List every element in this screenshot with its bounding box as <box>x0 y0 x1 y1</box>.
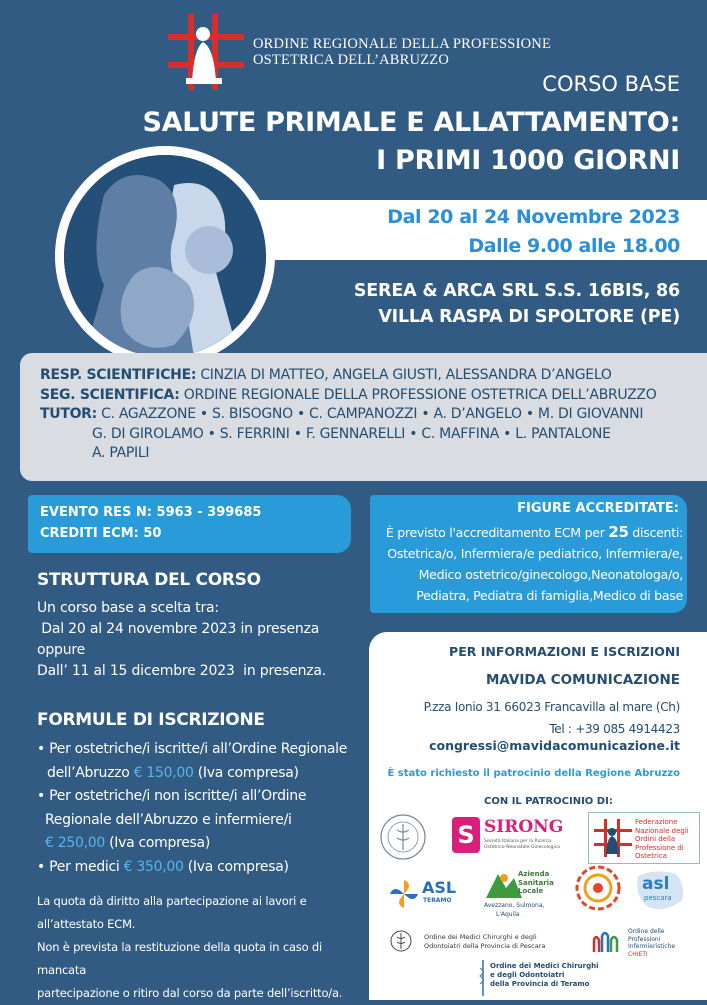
opi-line2: Professioni <box>628 935 661 943</box>
contact-details <box>424 696 680 740</box>
org-name-line2: OSTETRICA DELL’ABRUZZO <box>253 52 449 68</box>
fnopo-line3: Ordini della <box>635 835 676 843</box>
formula-item1-text: dell’Abruzzo <box>47 764 134 781</box>
asl-avezzano-logo <box>482 866 554 922</box>
omceo-pescara-line1: Ordine dei Medici Chirurghi e degli <box>424 933 537 941</box>
formula-item2-b: Regionale dell’Abruzzo e infermiere/i <box>45 811 292 828</box>
tutor-line2: G. DI GIROLAMO • S. FERRINI • F. GENNARELLI • C. MAFFINA • L. PANTALONE <box>92 425 611 442</box>
notes <box>37 890 357 1005</box>
formula-item2-vat: (Iva compresa) <box>104 835 210 851</box>
regional-network-logo <box>574 864 622 912</box>
mother-child-silhouette-icon <box>64 155 266 357</box>
asl-avezzano-line4: Avezzano, Sulmona, <box>484 902 545 909</box>
figure-line3: Medico ostetrico/ginecologo,Neonatologa/o, <box>418 567 683 582</box>
figure-line2: Ostetrica/o, Infermiera/e pediatrico, Infermiera/e, <box>387 546 683 561</box>
formule-heading: FORMULE DI ISCRIZIONE <box>37 710 265 730</box>
asl-teramo-sub: TERAMO <box>423 897 452 904</box>
fnopo-logo <box>588 812 700 864</box>
fnopo-emblem-icon <box>593 818 633 858</box>
org-name-line1: ORDINE REGIONALE DELLA PROFESSIONE <box>253 36 552 52</box>
order-emblem-icon <box>166 12 246 92</box>
opi-line3: Infermieristiche <box>628 943 676 950</box>
formula-item3-price: € 350,00 <box>123 858 184 875</box>
patrocinio-heading: CON IL PATROCINIO DI: <box>484 796 613 807</box>
evento-res: EVENTO RES N: 5963 - 399685 <box>40 505 262 520</box>
staff-list <box>40 366 700 464</box>
fnopo-line5: Ostetrica <box>635 852 667 860</box>
date-line: Dal 20 al 24 Novembre 2023 <box>387 206 680 228</box>
sirong-icon: S <box>452 817 480 853</box>
struttura-line1: Un corso base a scelta tra: <box>37 600 219 616</box>
asl-avezzano-line3: Locale <box>518 887 544 895</box>
asl-pescara-sub: pescara <box>644 894 672 902</box>
omceo-teramo-text <box>490 962 599 989</box>
opi-hands-icon <box>590 930 624 954</box>
figure-line4: Pediatra, Pediatra di famiglia,Medico di base <box>416 588 683 603</box>
resp-label: RESP. SCIENTIFICHE: <box>40 367 197 383</box>
fnopo-line4: Professione di <box>635 843 684 852</box>
omceo-teramo-line3: della Provincia di Teramo <box>490 980 590 988</box>
opi-line4: CHIETI <box>628 950 648 958</box>
patrocinio-request: È stato richiesto il patrocinio della Regione Abruzzo <box>387 768 680 779</box>
tutor-label: TUTOR: <box>40 406 97 422</box>
figure-line1-post: discenti: <box>628 525 683 540</box>
address: P.zza Ionio 31 66023 Francavilla al mare (Ch) <box>423 700 680 714</box>
struttura-text <box>37 598 326 682</box>
formula-item3-text: • Per medici <box>37 858 124 875</box>
org-name <box>253 36 551 68</box>
formula-item2-price: € 250,00 <box>45 835 105 851</box>
fnopo-line2: Nazionale degli <box>635 826 689 835</box>
fnopo-text <box>635 818 689 861</box>
ministero-seal-icon <box>378 812 428 862</box>
asl-pescara-name: asl <box>642 874 670 894</box>
notes-line3: Non è prevista la restituzione della quota in caso di mancata <box>37 940 322 977</box>
time-line: Dalle 9.00 alle 18.00 <box>468 235 680 257</box>
resp-row <box>40 366 700 386</box>
order-logo <box>166 12 246 92</box>
notes-line4: partecipazione o ritiro dal corso da parte dell’iscritto/a. <box>37 986 343 1000</box>
asl-avezzano-line2: Sanitaria <box>518 878 554 887</box>
ministero-logo <box>378 812 428 862</box>
omceo-pescara-logo <box>390 928 570 958</box>
omceo-teramo-line2: e degli Odontoiatri <box>490 971 565 979</box>
sirong-logo <box>452 815 572 859</box>
figure-text <box>375 522 683 606</box>
omceo-teramo-staff-icon <box>478 960 488 996</box>
formula-item2-c <box>37 832 347 856</box>
venue-line1: SEREA & ARCA SRL S.S. 16BIS, 86 <box>353 281 680 301</box>
asl-teramo-icon <box>388 878 420 910</box>
struttura-line4: Dall’ 11 al 15 dicembre 2023 in presenza. <box>37 663 327 679</box>
struttura-line2: Dal 20 al 24 novembre 2023 in presenza <box>37 621 320 637</box>
tutor-line3: A. PAPILI <box>92 445 150 461</box>
omceo-pescara-seal-icon <box>390 930 412 952</box>
course-title-line2: I PRIMI 1000 GIORNI <box>376 145 680 176</box>
asl-avezzano-text <box>518 870 554 896</box>
formula-item1-b <box>37 762 347 786</box>
formule-list <box>37 738 347 879</box>
tutor-line1: C. AGAZZONE • S. BISOGNO • C. CAMPANOZZI • A. D’ANGELO • M. DI GIOVANNI <box>101 406 644 422</box>
asl-avezzano-line5: L'Aquila <box>496 910 520 918</box>
asl-teramo-name: ASL <box>422 878 457 897</box>
opi-line1: Ordine delle <box>628 928 665 935</box>
seg-value: ORDINE REGIONALE DELLA PROFESSIONE OSTETRICA DELL’ABRUZZO <box>183 386 657 403</box>
course-dates <box>387 203 680 261</box>
struttura-heading: STRUTTURA DEL CORSO <box>37 570 261 590</box>
asl-avezzano-sub <box>484 902 544 919</box>
info-heading: PER INFORMAZIONI E ISCRIZIONI <box>449 644 680 659</box>
phone: Tel : +39 085 4914423 <box>549 722 680 736</box>
asl-pescara-logo <box>632 868 692 914</box>
company-name: MAVIDA COMUNICAZIONE <box>485 672 680 688</box>
sirong-name: SIRONG <box>484 817 564 837</box>
opi-chieti-text <box>628 928 675 958</box>
formula-item3 <box>37 856 347 880</box>
seg-row <box>40 386 700 406</box>
struttura-line3: oppure <box>37 642 86 658</box>
figure-count: 25 <box>608 523 629 541</box>
figure-title: FIGURE ACCREDITATE: <box>517 501 679 516</box>
fnopo-line1: Federazione <box>635 818 678 826</box>
seg-label: SEG. SCIENTIFICA: <box>40 386 180 403</box>
omceo-pescara-line2: Odontoiatri della Provincia di Pescara <box>424 941 546 950</box>
tutor-row <box>40 405 700 425</box>
formula-item1-vat: (Iva compresa) <box>193 764 299 781</box>
asl-teramo-logo <box>388 874 458 914</box>
resp-value: CINZIA DI MATTEO, ANGELA GIUSTI, ALESSANDRA D’ANGELO <box>200 367 612 383</box>
omceo-pescara-text <box>424 933 545 950</box>
asl-avezzano-line1: Azienda <box>518 870 550 878</box>
course-type: CORSO BASE <box>542 72 680 96</box>
omceo-teramo-line1: Ordine dei Medici Chirurghi <box>490 962 599 970</box>
ecm-info <box>40 502 261 544</box>
formula-item1-a: • Per ostetriche/i iscritte/i all’Ordine Regionale <box>37 741 348 757</box>
formula-item2-a: • Per ostetriche/i non iscritte/i all’Ordine <box>37 788 307 804</box>
notes-line1: La quota dà diritto alla partecipazione ai lavori e <box>37 894 307 908</box>
venue-line2: VILLA RASPA DI SPOLTORE (PE) <box>378 307 680 327</box>
mothers-illustration <box>64 155 266 357</box>
crediti-ecm: CREDITI ECM: 50 <box>40 526 162 541</box>
regional-network-icon <box>574 864 622 912</box>
sirong-subtitle: Società Italiana per la Ricerca Ostetrico-Neonatale-Ginecologica <box>484 839 560 850</box>
figure-line1-pre: È previsto l'accreditamento ECM per <box>385 525 609 540</box>
omceo-teramo-logo <box>478 958 618 998</box>
formula-item1-price: € 150,00 <box>133 764 194 781</box>
email-link[interactable]: congressi@mavidacomunicazione.it <box>429 738 680 753</box>
notes-line2: all’attestato ECM. <box>37 917 136 931</box>
course-venue <box>354 278 680 330</box>
figure-line1 <box>375 522 683 543</box>
course-title-line1: SALUTE PRIMALE E ALLATTAMENTO: <box>142 107 680 138</box>
formula-item3-vat: (Iva compresa) <box>183 858 289 875</box>
